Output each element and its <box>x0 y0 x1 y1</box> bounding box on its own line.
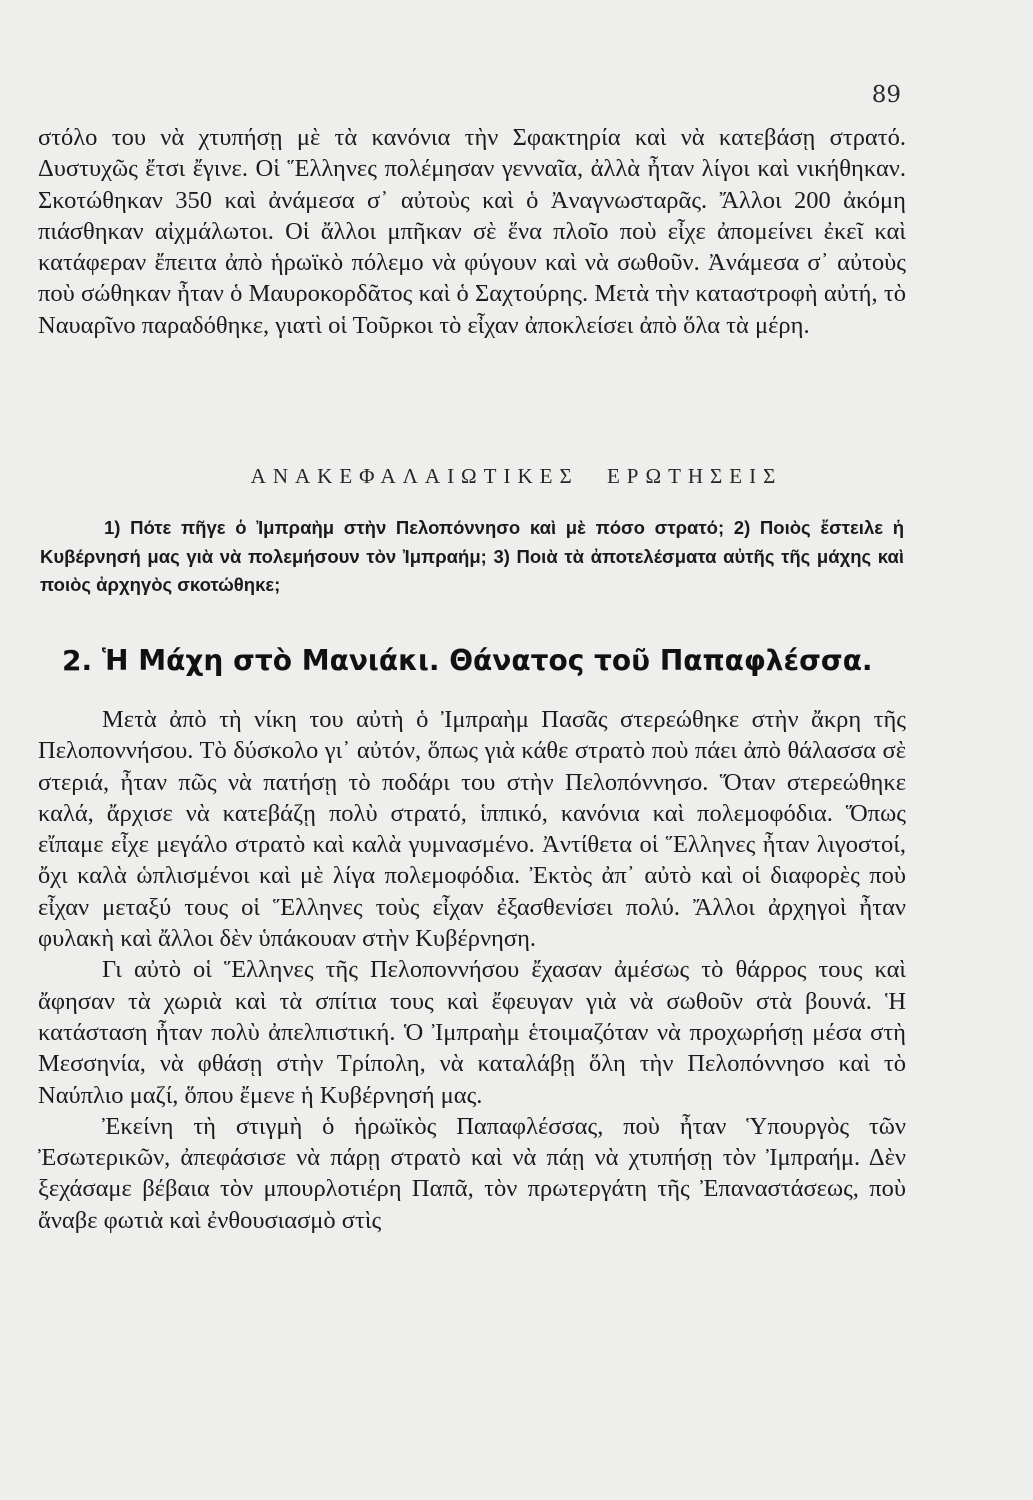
chapter-body <box>38 704 906 1236</box>
review-questions <box>40 514 904 600</box>
review-questions-heading: ΑΝΑΚΕΦΑΛΑΙΩΤΙΚΕΣ ΕΡΩΤΗΣΕΙΣ <box>250 464 783 488</box>
opening-text <box>38 122 906 341</box>
review-questions-text: 1) Πότε πῆγε ὁ Ἰμπραὴμ στὴν Πελοπόννησο καὶ μὲ πόσο στρατό; 2) Ποιὸς ἔστειλε ἡ Κυβέρνησή μας γιὰ νὰ πολεμήσουν τὸν Ἰμπραήμ; 3) Ποιὰ τὰ ἀποτελέσματα αὐτῆς τῆς μάχης καὶ ποιὸς ἀρχηγὸς σκοτώθηκε; <box>40 517 904 595</box>
chapter-paragraph-3: Ἐκείνη τὴ στιγμὴ ὁ ἡρωϊκὸς Παπαφλέσσας, ποὺ ἦταν Ὑπουργὸς τῶν Ἐσωτερικῶν, ἀπεφάσισε νὰ πάρῃ στρατὸ καὶ νὰ πάῃ νὰ χτυπήσῃ τὸν Ἰμπραήμ. Δὲν ξεχάσαμε βέβαια τὸν μπουρλοτιέρη Παπᾶ, τὸν πρωτεργάτη τῆς Ἐπαναστάσεως, ποὺ ἄναβε φωτιὰ καὶ ἐνθουσιασμὸ στὶς <box>38 1112 906 1234</box>
opening-paragraph: στόλο του νὰ χτυπήσῃ μὲ τὰ κανόνια τὴν Σφακτηρία καὶ νὰ κατεβάσῃ στρατό. Δυστυχῶς ἔτσι ἔγινε. Οἱ Ἕλληνες πολέμησαν γενναῖα, ἀλλὰ ἦταν λίγοι καὶ νικήθηκαν. Σκοτώθηκαν 350 καὶ ἀνάμεσα σ᾿ αὐτοὺς καὶ ὁ Ἀναγνωσταρᾶς. Ἄλλοι 200 ἀκόμη πιάσθηκαν αἰχμάλωτοι. Οἱ ἄλλοι μπῆκαν σὲ ἕνα πλοῖο ποὺ εἶχε ἀπομείνει ἐκεῖ καὶ κατάφεραν ἔπειτα ἀπὸ ἡρωϊκὸ πόλεμο νὰ φύγουν καὶ νὰ σωθοῦν. Ἀνάμεσα σ᾿ αὐτοὺς ποὺ σώθηκαν ἦταν ὁ Μαυροκορδᾶτος καὶ ὁ Σαχτούρης. Μετὰ τὴν καταστροφὴ αὐτή, τὸ Ναυαρῖνο παραδόθηκε, γιατὶ οἱ Τοῦρκοι τὸ εἶχαν ἀποκλείσει ἀπὸ ὅλα τὰ μέρη. <box>38 124 906 339</box>
chapter-paragraph-1: Μετὰ ἀπὸ τὴ νίκη του αὐτὴ ὁ Ἰμπραὴμ Πασᾶς στερεώθηκε στὴν ἄκρη τῆς Πελοποννήσου. Τὸ δύσκολο γι᾿ αὐτόν, ὅπως γιὰ κάθε στρατὸ ποὺ πάει ἀπὸ θάλασσα σὲ στεριά, ἦταν πῶς νὰ πατήσῃ τὸ ποδάρι του στὴν Πελοπόννησο. Ὅταν στερεώθηκε καλά, ἄρχισε νὰ κατεβάζῃ πολὺ στρατό, ἱππικό, κανόνια καὶ πολεμοφόδια. Ὅπως εἴπαμε εἶχε μεγάλο στρατὸ καὶ καλὰ γυμνασμένο. Ἀντίθετα οἱ Ἕλληνες ἦταν λιγοστοί, ὄχι καλὰ ὡπλισμένοι καὶ μὲ λίγα πολεμοφόδια. Ἐκτὸς ἀπ᾿ αὐτὸ καὶ οἱ διαφορὲς ποὺ εἶχαν μεταξύ τους οἱ Ἕλληνες τοὺς εἶχαν ἐξασθενίσει πολύ. Ἄλλοι ἀρχηγοὶ ἦταν φυλακὴ καὶ ἄλλοι δὲν ὑπάκουαν στὴν Κυβέρνηση. <box>38 706 906 953</box>
chapter-title: 2. Ἡ Μάχη στὸ Μανιάκι. Θάνατος τοῦ Παπαφλέσσα. <box>62 644 873 677</box>
page-number: 89 <box>871 82 901 108</box>
chapter-paragraph-2: Γι αὐτὸ οἱ Ἕλληνες τῆς Πελοποννήσου ἔχασαν ἀμέσως τὸ θάρρος τους καὶ ἄφησαν τὰ χωριὰ καὶ τὰ σπίτια τους καὶ ἔφευγαν γιὰ νὰ σωθοῦν στὰ βουνά. Ἡ κατάσταση ἦταν πολὺ ἀπελπιστική. Ὁ Ἰμπραὴμ ἑτοιμαζόταν νὰ προχωρήσῃ μέσα στὴ Μεσσηνία, νὰ φθάσῃ στὴν Τρίπολη, νὰ καταλάβῃ ὅλη τὴν Πελοπόννησο καὶ τὸ Ναύπλιο μαζί, ὅπου ἔμενε ἡ Κυβέρνησή μας. <box>38 956 906 1109</box>
